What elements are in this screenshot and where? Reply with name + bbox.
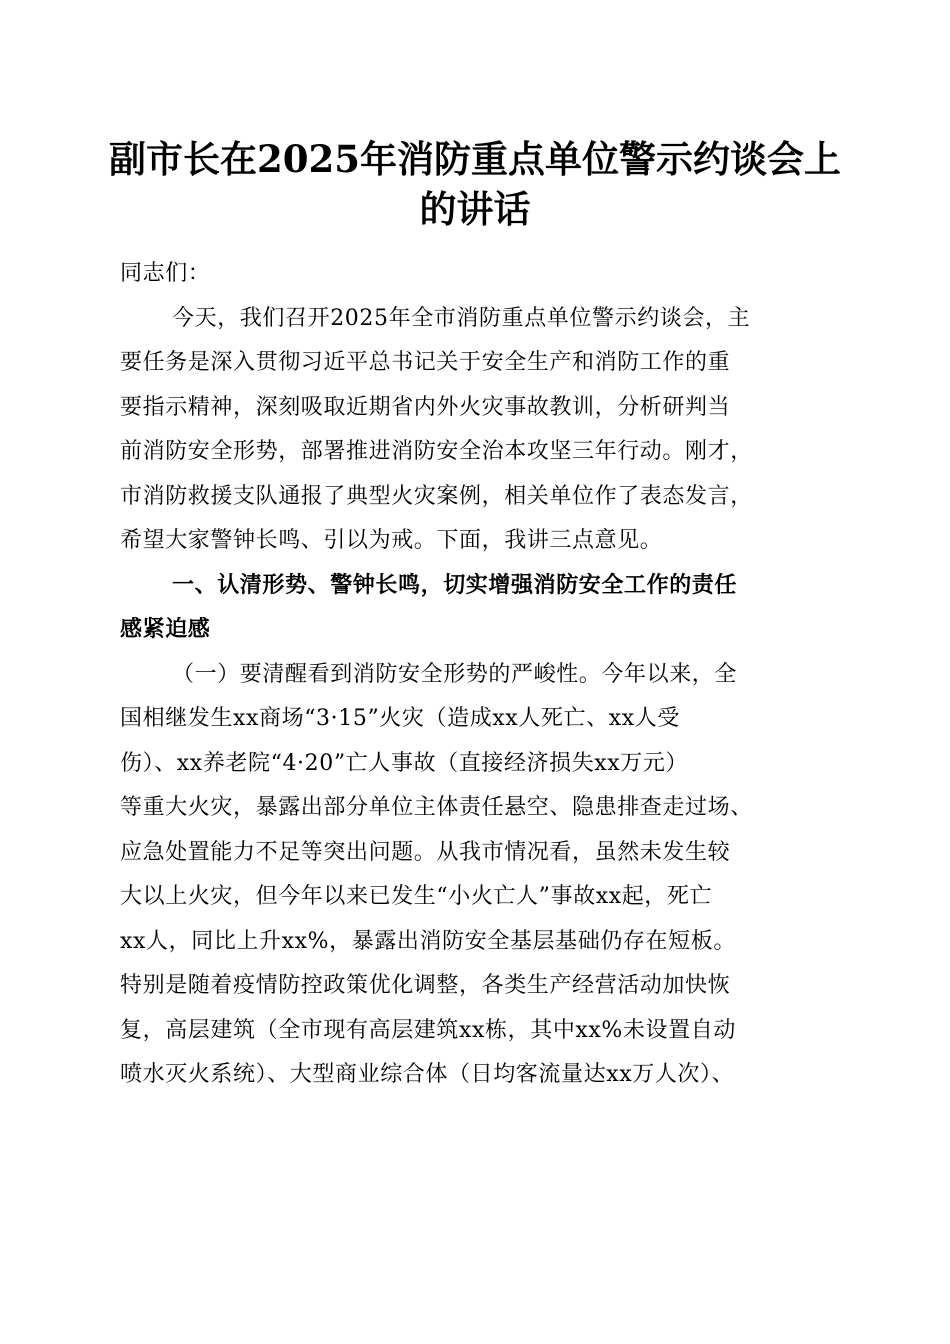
title-line-1: 副市长在2025年消防重点单位警示约谈会上 (109, 137, 841, 181)
paragraph-line: 国相继发生xx商场“3·15”火灾（造成xx人死亡、xx人受 (120, 706, 680, 731)
subsection-heading: （一）要清醒看到消防安全形势的严峻性。 (172, 661, 602, 687)
paragraph-line: 复，高层建筑（全市现有高层建筑xx栋，其中xx%未设置自动 (120, 1017, 736, 1043)
paragraph-line: 应急处置能力不足等突出问题。从我市情况看，虽然未发生较 (120, 839, 731, 865)
title-line-2: 的讲话 (419, 187, 531, 231)
paragraph-line: 前消防安全形势，部署推进消防安全治本攻坚三年行动。刚才， (120, 439, 753, 464)
paragraph-line (120, 653, 832, 698)
section-heading-line: 感紧迫感 (120, 617, 211, 642)
paragraph-line: 希望大家警钟长鸣、引以为戒。下面，我讲三点意见。 (120, 528, 663, 553)
paragraph-line: 喷水灭火系统）、大型商业综合体（日均客流量达xx万人次）、 (120, 1062, 735, 1087)
section-heading-line: 一、认清形势、警钟长鸣，切实增强消防安全工作的责任 (172, 572, 738, 598)
paragraph-line: 市消防救援支队通报了典型火灾案例，相关单位作了表态发言， (120, 483, 753, 509)
paragraph-line: 特别是随着疫情防控政策优化调整，各类生产经营活动加快恢 (120, 973, 731, 998)
paragraph-line: 大以上火灾，但今年以来已发生“小火亡人”事故xx起，死亡 (120, 884, 713, 909)
paragraph-line: 要指示精神，深刻吸取近期省内外火灾事故教训，分析研判当 (120, 394, 731, 420)
paragraph-line: 今天，我们召开2025年全市消防重点单位警示约谈会，主 (172, 305, 751, 331)
paragraph-line: xx人，同比上升xx%，暴露出消防安全基层基础仍存在短板。 (120, 928, 736, 954)
paragraph-line: 要任务是深入贯彻习近平总书记关于安全生产和消防工作的重 (120, 350, 731, 375)
salutation: 同志们： (120, 261, 211, 286)
document-title (100, 134, 850, 234)
paragraph-line: 伤）、xx养老院“4·20”亡人事故（直接经济损失xx万元） (120, 750, 689, 776)
document-body (120, 252, 832, 1098)
paragraph-text: 今年以来，全 (601, 661, 738, 687)
paragraph-line: 等重大火灾，暴露出部分单位主体责任悬空、隐患排查走过场、 (120, 795, 753, 820)
